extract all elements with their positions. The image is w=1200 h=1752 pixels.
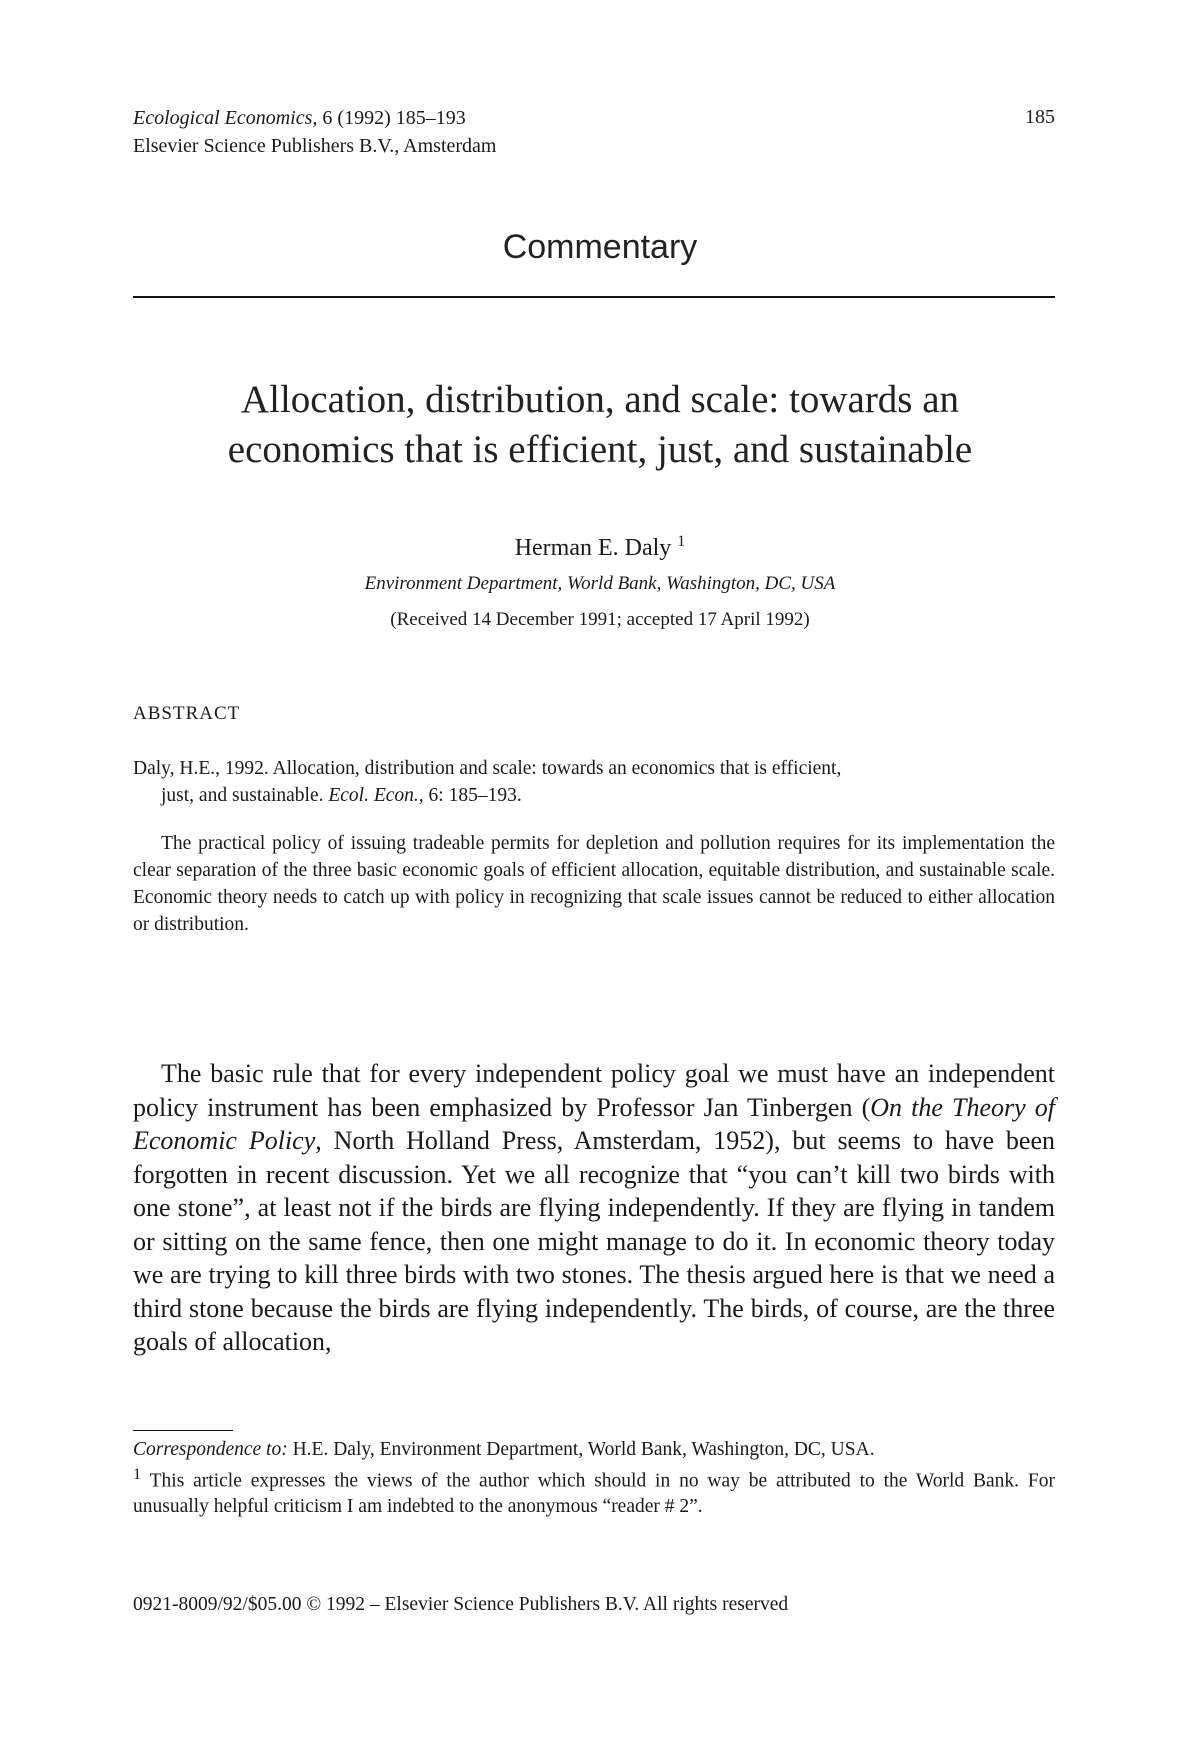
footnote-mark: 1 (133, 1465, 142, 1483)
publisher-line: Elsevier Science Publishers B.V., Amsterdam (133, 135, 497, 157)
citation-line-2 (133, 782, 1055, 809)
journal-volume: 6 (1992) 185–193 (317, 107, 466, 129)
author-footnote-mark: 1 (677, 533, 686, 550)
citation-title-end: just, and sustainable. (161, 785, 329, 806)
title-line-2: economics that is efficient, just, and sustainable (227, 428, 973, 471)
citation-line-1: Daly, H.E., 1992. Allocation, distribution and scale: towards an economics that is efficient, (133, 758, 842, 779)
title-line-1: Allocation, distribution, and scale: towards an (240, 378, 960, 421)
author-affiliation: Environment Department, World Bank, Washington, DC, USA (364, 573, 836, 594)
footnote-1 (133, 1462, 1055, 1519)
abstract-body: The practical policy of issuing tradeable permits for depletion and pollution requires for its implementation the clear separation of the three basic economic goals of efficient allocation, equitable distribution, and sustainable scale. Economic theory needs to catch up with policy in recognizing that scale issues cannot be reduced to either allocation or distribution. (133, 833, 1055, 935)
correspondence-label: Correspondence to: (133, 1439, 288, 1460)
citation-pages: 6: 185–193. (423, 785, 522, 806)
journal-name: Ecological Economics, (133, 107, 318, 129)
copyright-line: 0921-8009/92/$05.00 © 1992 – Elsevier Science Publishers B.V. All rights reserved (133, 1594, 789, 1615)
abstract-heading: ABSTRACT (133, 703, 241, 724)
main-text-part-2: , North Holland Press, Amsterdam, 1952), but seems to have been forgotten in recent discussion. Yet we all recognize that “you can’t kill two birds with one stone”, at least not if the birds are flying independently. If they are flying in tandem or sitting on the same fence, then one might manage to do it. In economic theory today we are trying to kill three birds with two stones. The thesis argued here is that we need a third stone because the birds are flying independently. The birds, of course, are the three goals of allocation, (133, 1126, 1055, 1356)
section-title: Commentary (502, 228, 698, 266)
main-paragraph (133, 1057, 1055, 1359)
journal-citation (133, 105, 466, 131)
footnotes (133, 1437, 1055, 1519)
author-name (0, 533, 1200, 562)
article-title (0, 375, 1200, 475)
page-number: 185 (1025, 106, 1055, 128)
author: Herman E. Daly (514, 535, 672, 561)
received-dates: (Received 14 December 1991; accepted 17 April 1992) (390, 609, 810, 630)
citation-journal: Ecol. Econ., (328, 785, 424, 806)
footnote-rule (133, 1430, 233, 1431)
cited-book-title: On the Theory of Economic Policy (133, 1092, 1056, 1155)
correspondence-note (133, 1437, 1055, 1462)
footnote-text: This article expresses the views of the author which should in no way be attributed to the World Bank. For unusually helpful criticism I am indebted to the anonymous “reader # 2”. (133, 1470, 1055, 1517)
section-rule (133, 296, 1055, 298)
abstract-citation (133, 755, 1055, 809)
correspondence-text: H.E. Daly, Environment Department, World Bank, Washington, DC, USA. (287, 1439, 875, 1460)
main-text-part-1: The basic rule that for every independent policy goal we must have an independent policy instrument has been emphasized by Professor Jan Tinbergen ( (133, 1059, 1055, 1122)
